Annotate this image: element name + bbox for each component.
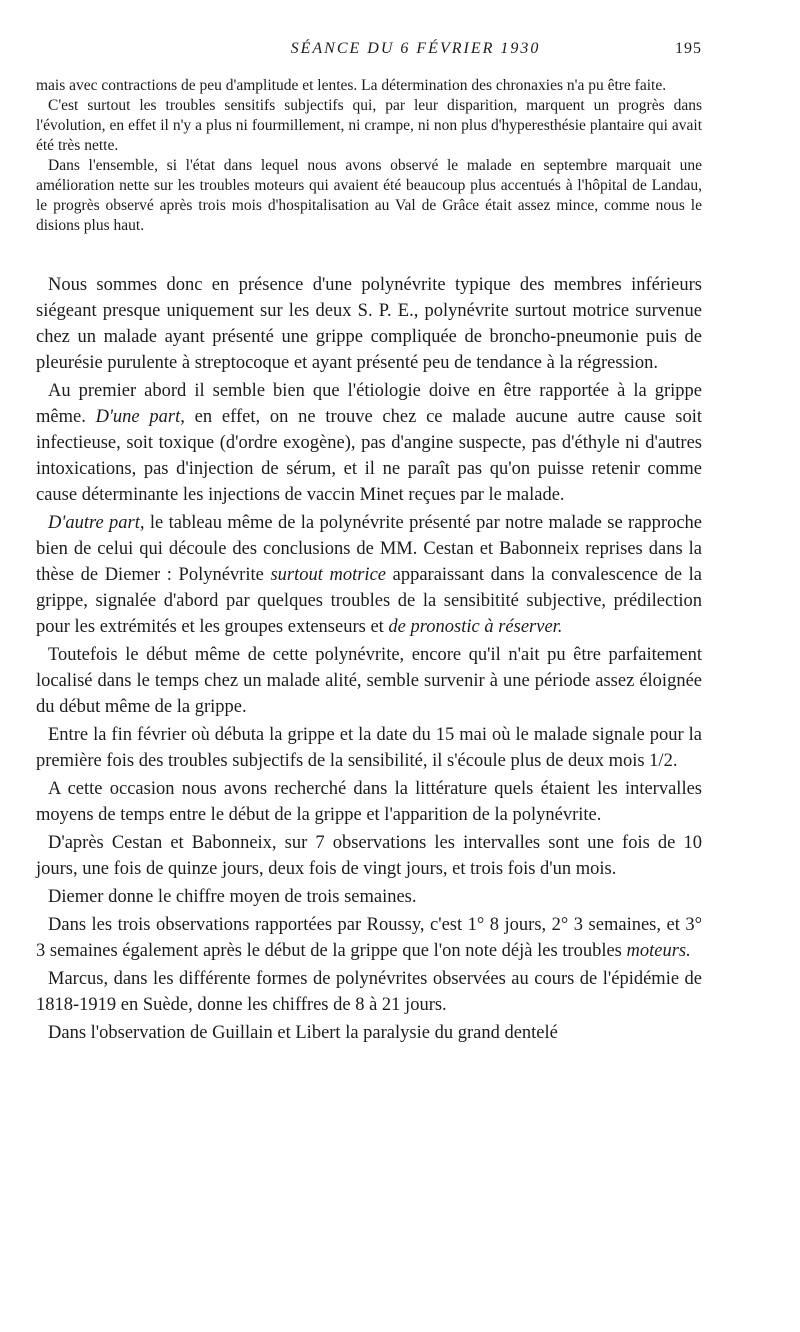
body-paragraph: Diemer donne le chiffre moyen de trois semaines.: [48, 887, 417, 907]
italic-run: moteurs.: [626, 941, 691, 961]
note-paragraph: mais avec contractions de peu d'amplitude et lentes. La détermination des chronaxies n'a pu être faite.: [36, 77, 667, 94]
body-paragraph: [36, 378, 702, 508]
italic-run: de pronostic à réserver.: [388, 617, 563, 637]
page-number: 195: [675, 40, 702, 57]
body-paragraph: A cette occasion nous avons recherché dans la littérature quels étaient les intervalles moyens de temps entre le début de la grippe et l'apparition de la polynévrite.: [36, 779, 702, 825]
body-paragraph: [36, 510, 702, 640]
body-paragraph: Marcus, dans les différente formes de polynévrites observées au cours de l'épidémie de 1818-1919 en Suède, donne les chiffres de 8 à 21 jours.: [36, 969, 702, 1015]
text-run: le tableau même de la polynévrite présenté par notre malade se rapproche bien de celui qui découle des conclusions de MM. Cestan et Babonneix reprises dans la thèse de Diemer : Polynévrite: [36, 513, 702, 585]
italic-run: D'autre part,: [48, 513, 145, 533]
italic-run: surtout motrice: [270, 565, 386, 585]
body-paragraph: Toutefois le début même de cette polynévrite, encore qu'il n'ait pu être parfaitement localisé dans le temps chez un malade alité, semble survenir à une période assez éloignée du début même de la grippe.: [36, 645, 702, 717]
discussion: [36, 272, 702, 1046]
italic-run: D'une part,: [95, 407, 185, 427]
note-paragraph: C'est surtout les troubles sensitifs subjectifs qui, par leur disparition, marquent un progrès dans l'évolution, en effet il n'y a plus ni fourmillement, ni crampe, ni non plus d'hyperesthésie plantaire qui avait été très nette.: [36, 97, 702, 154]
text-run: Au premier abord il semble bien que l'étiologie doive en être rapportée à la grippe même.: [36, 381, 702, 427]
body-paragraph: Nous sommes donc en présence d'une polynévrite typique des membres inférieurs siégeant presque uniquement sur les deux S. P. E., polynévrite surtout motrice survenue chez un malade ayant présenté une grippe compliquée de broncho-pneumonie puis de pleurésie purulente à streptocoque et ayant présenté peu de tendance à la régression.: [36, 275, 702, 373]
body-paragraph: Entre la fin février où débuta la grippe et la date du 15 mai où le malade signale pour la première fois des troubles subjectifs de la sensibilité, il s'écoule plus de deux mois 1/2.: [36, 725, 702, 771]
body-paragraph: [36, 912, 702, 964]
running-title: SÉANCE DU 6 FÉVRIER 1930: [290, 40, 541, 57]
running-header: [36, 40, 702, 66]
text-run: en effet, on ne trouve chez ce malade aucune autre cause soit infectieuse, soit toxique (d'ordre exogène), pas d'angine suspecte, pas d'éthyle ni d'autres intoxications, pas d'injection de sérum, et il ne paraît pas qu'on puisse retenir comme cause déterminante les injections de vaccin Minet reçues par le malade.: [36, 407, 702, 505]
note-paragraph: Dans l'ensemble, si l'état dans lequel nous avons observé le malade en septembre marquait une amélioration nette sur les troubles moteurs qui avaient été beaucoup plus accentués à l'hôpital de Landau, le progrès observé après trois mois d'hospitalisation au Val de Grâce était assez mince, comme nous le disions plus haut.: [36, 157, 702, 234]
body-paragraph: Dans l'observation de Guillain et Libert la paralysie du grand dentelé: [48, 1023, 558, 1043]
case-notes: [36, 76, 702, 236]
text-run: Dans les trois observations rapportées par Roussy, c'est 1° 8 jours, 2° 3 semaines, et 3° 3 semaines également après le début de la grippe que l'on note déjà les troubles: [36, 915, 702, 961]
body-paragraph: D'après Cestan et Babonneix, sur 7 observations les intervalles sont une fois de 10 jours, une fois de quinze jours, deux fois de vingt jours, et trois fois d'un mois.: [36, 833, 702, 879]
text-run: apparaissant dans la convalescence de la grippe, signalée d'abord par quelques troubles de la sensibitité subjective, prédilection pour les extrémités et les groupes extenseurs et: [36, 565, 702, 637]
